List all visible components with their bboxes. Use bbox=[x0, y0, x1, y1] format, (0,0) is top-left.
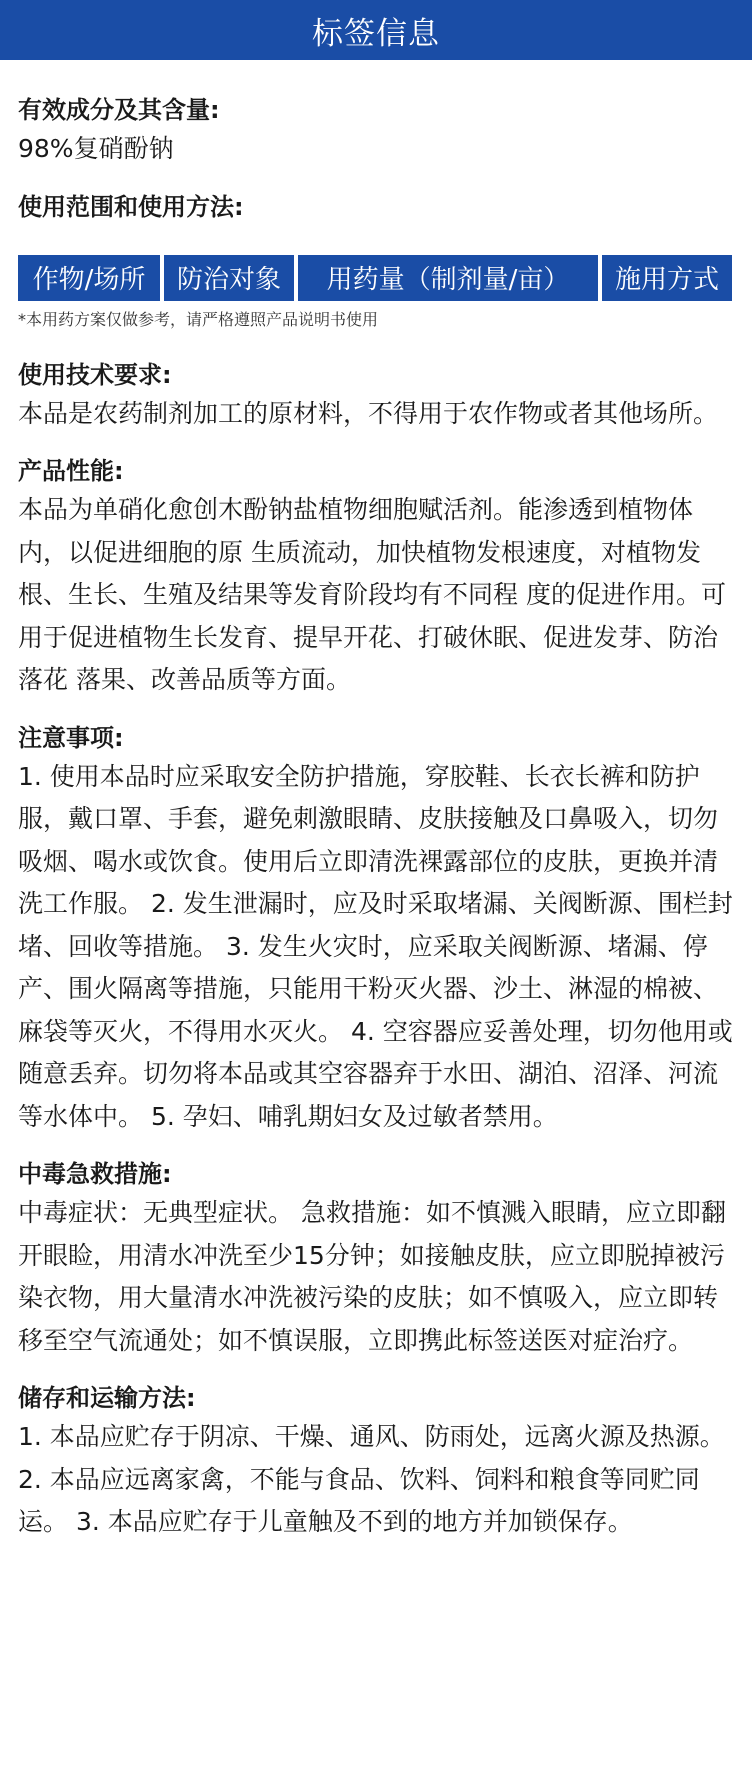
precautions-text: 1. 使用本品时应采取安全防护措施，穿胶鞋、长衣长裤和防护服，戴口罩、手套，避免刺激眼睛、皮肤接触及口鼻吸入，切勿吸烟、喝水或饮食。使用后立即清洗裸露部位的皮肤，更换并清洗工作服。 2. 发生泄漏时，应及时采取堵漏、关阀断源、围栏封堵、回收等措施。 3. 发生火灾时，应采取关阀断源、堵漏、停产、围火隔离等措施，只能用干粉灭火器、沙土、淋湿的棉被、麻袋等灭火，不得用水灭火。 4. 空容器应妥善处理，切勿他用或随意丢弃。切勿将本品或其空容器弃于水田、湖泊、沼泽、河流等水体中。 5. 孕妇、哺乳期妇女及过敏者禁用。 bbox=[18, 761, 733, 1131]
usage-heading: 使用范围和使用方法: bbox=[18, 192, 244, 221]
storage-text: 1. 本品应贮存于阴凉、干燥、通风、防雨处，远离火源及热源。 2. 本品应远离家禽，不能与食品、饮料、饲料和粮食等同贮同运。 3. 本品应贮存于儿童触及不到的地方并加锁保存。 bbox=[18, 1422, 725, 1536]
firstaid-heading: 中毒急救措施: bbox=[18, 1160, 172, 1188]
usage-note: *本用药方案仅做参考，请严格遵照产品说明书使用 bbox=[18, 309, 379, 329]
page-title: 标签信息 bbox=[312, 15, 440, 52]
section-ingredient bbox=[18, 92, 734, 171]
tech-heading: 使用技术要求: bbox=[18, 360, 172, 389]
column-crop: 作物/场所 bbox=[18, 255, 160, 301]
section-storage bbox=[18, 1380, 734, 1544]
ingredient-text: 98%复硝酚钠 bbox=[18, 134, 174, 163]
usage-table-header bbox=[18, 255, 734, 301]
ingredient-heading: 有效成分及其含量: bbox=[18, 96, 220, 124]
section-tech bbox=[18, 357, 734, 436]
tech-text: 本品是农药制剂加工的原材料，不得用于农作物或者其他场所。 bbox=[18, 398, 719, 428]
label-content bbox=[0, 60, 752, 1544]
section-precautions bbox=[18, 720, 734, 1139]
section-performance bbox=[18, 453, 734, 702]
section-usage bbox=[18, 189, 734, 225]
storage-heading: 储存和运输方法: bbox=[18, 1384, 196, 1412]
section-firstaid bbox=[18, 1156, 734, 1362]
precautions-heading: 注意事项: bbox=[18, 723, 124, 752]
performance-text: 本品为单硝化愈创木酚钠盐植物细胞赋活剂。能渗透到植物体内，以促进细胞的原 生质流动，加快植物发根速度，对植物发根、生长、生殖及结果等发育阶段均有不同程 度的促进作用。可用于促进植物生长发育、提早开花、打破休眠、促进发芽、防治落花 落果、改善品质等方面。 bbox=[18, 495, 726, 694]
column-dosage: 用药量（制剂量/亩） bbox=[298, 255, 598, 301]
performance-heading: 产品性能: bbox=[18, 457, 124, 485]
page-header bbox=[0, 0, 752, 60]
column-target: 防治对象 bbox=[164, 255, 294, 301]
firstaid-text: 中毒症状：无典型症状。 急救措施：如不慎溅入眼睛，应立即翻开眼睑，用清水冲洗至少15分钟；如接触皮肤，应立即脱掉被污染衣物，用大量清水冲洗被污染的皮肤；如不慎吸入，应立即转移至空气流通处；如不慎误服，立即携此标签送医对症治疗。 bbox=[18, 1198, 726, 1355]
column-method: 施用方式 bbox=[602, 255, 732, 301]
